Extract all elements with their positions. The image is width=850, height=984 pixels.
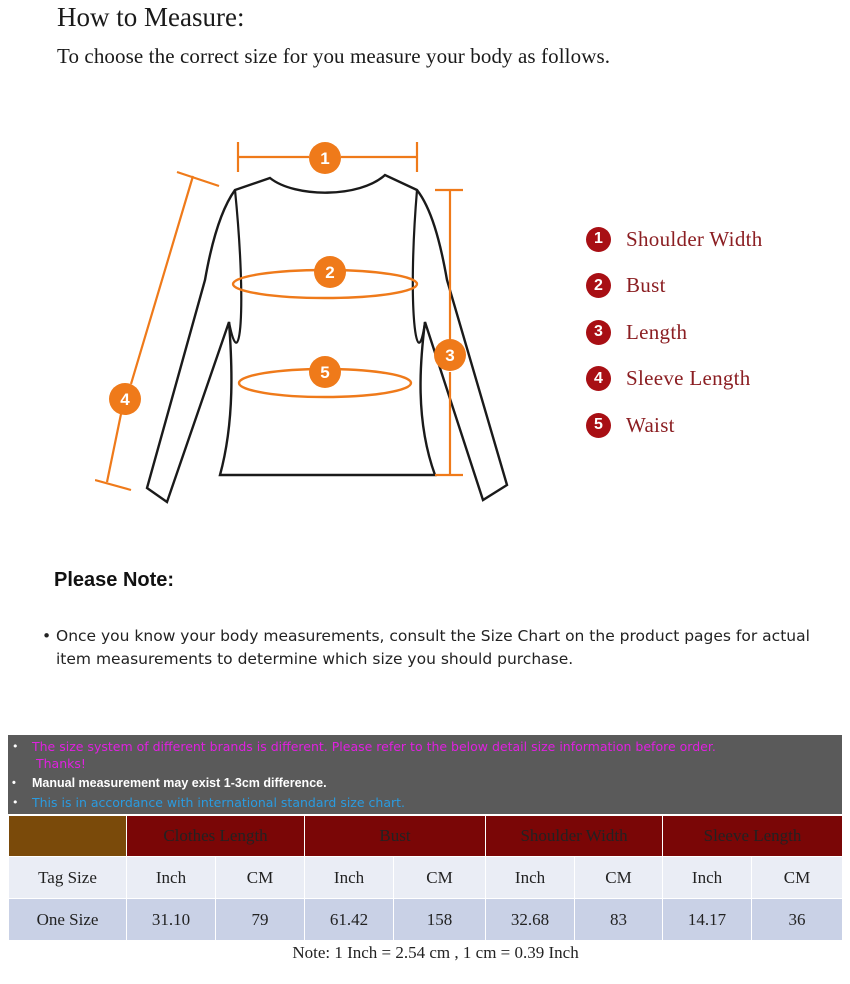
notice-line-2 bbox=[12, 776, 327, 790]
svg-text:5: 5 bbox=[320, 363, 330, 382]
legend-item bbox=[586, 263, 763, 310]
svg-text:3: 3 bbox=[445, 346, 455, 365]
value-cell: 31.10 bbox=[127, 899, 216, 941]
value-cell: 61.42 bbox=[305, 899, 394, 941]
legend-number: 1 bbox=[586, 227, 611, 252]
value-cell: 79 bbox=[216, 899, 305, 941]
svg-text:1: 1 bbox=[320, 149, 330, 168]
please-note-text bbox=[42, 625, 832, 671]
notice-line-3-text: This is in accordance with international standard size chart. bbox=[32, 795, 405, 810]
shirt-outline bbox=[147, 175, 507, 502]
unit-cell: CM bbox=[752, 857, 843, 899]
please-note-body: Once you know your body measurements, consult the Size Chart on the product pages for actual item measurements to determine which size you should purchase. bbox=[56, 627, 810, 668]
table-header-row bbox=[9, 816, 843, 857]
value-cell: 83 bbox=[575, 899, 663, 941]
legend-item bbox=[586, 216, 763, 263]
table-note-row bbox=[9, 941, 843, 965]
bullet: • bbox=[12, 740, 19, 753]
header-sleeve-length: Sleeve Length bbox=[663, 816, 843, 857]
notice-line-1-cont: Thanks! bbox=[36, 756, 86, 771]
notice-line-1 bbox=[12, 739, 716, 754]
conversion-note: Note: 1 Inch = 2.54 cm , 1 cm = 0.39 Inch bbox=[9, 941, 843, 965]
row-label: Tag Size bbox=[9, 857, 127, 899]
value-cell: 14.17 bbox=[663, 899, 752, 941]
row-label: One Size bbox=[9, 899, 127, 941]
unit-cell: Inch bbox=[486, 857, 575, 899]
legend-number: 4 bbox=[586, 366, 611, 391]
size-table bbox=[8, 815, 843, 965]
page-title: How to Measure: bbox=[57, 2, 245, 32]
legend-label: Shoulder Width bbox=[626, 226, 763, 251]
please-note-title: Please Note: bbox=[54, 569, 175, 591]
legend-number: 2 bbox=[586, 273, 611, 298]
unit-cell: Inch bbox=[127, 857, 216, 899]
table-corner bbox=[9, 816, 127, 857]
svg-text:4: 4 bbox=[120, 390, 130, 409]
unit-cell: CM bbox=[575, 857, 663, 899]
notice-line-3 bbox=[12, 795, 405, 810]
bullet: • bbox=[42, 627, 52, 645]
unit-cell: CM bbox=[394, 857, 486, 899]
value-cell: 36 bbox=[752, 899, 843, 941]
unit-cell: Inch bbox=[305, 857, 394, 899]
unit-cell: CM bbox=[216, 857, 305, 899]
value-cell: 158 bbox=[394, 899, 486, 941]
table-row bbox=[9, 857, 843, 899]
header-bust: Bust bbox=[305, 816, 486, 857]
notice-line-1-text: The size system of different brands is different. Please refer to the below detail size information before order. bbox=[32, 739, 716, 754]
legend-label: Bust bbox=[626, 273, 666, 298]
bullet: • bbox=[12, 796, 19, 809]
legend-label: Waist bbox=[626, 412, 675, 437]
legend-label: Length bbox=[626, 319, 688, 344]
legend-number: 3 bbox=[586, 320, 611, 345]
measurement-diagram bbox=[95, 130, 535, 520]
table-row bbox=[9, 899, 843, 941]
legend-item bbox=[586, 402, 763, 449]
legend-item bbox=[586, 356, 763, 403]
header-shoulder-width: Shoulder Width bbox=[486, 816, 663, 857]
measurement-legend bbox=[586, 216, 763, 449]
notice-line-2-text: Manual measurement may exist 1-3cm difference. bbox=[32, 776, 327, 790]
legend-item bbox=[586, 309, 763, 356]
value-cell: 32.68 bbox=[486, 899, 575, 941]
header-clothes-length: Clothes Length bbox=[127, 816, 305, 857]
svg-text:2: 2 bbox=[325, 263, 335, 282]
legend-label: Sleeve Length bbox=[626, 366, 751, 391]
legend-number: 5 bbox=[586, 413, 611, 438]
page-subtitle: To choose the correct size for you measure your body as follows. bbox=[57, 44, 611, 68]
bullet: • bbox=[12, 777, 16, 789]
unit-cell: Inch bbox=[663, 857, 752, 899]
